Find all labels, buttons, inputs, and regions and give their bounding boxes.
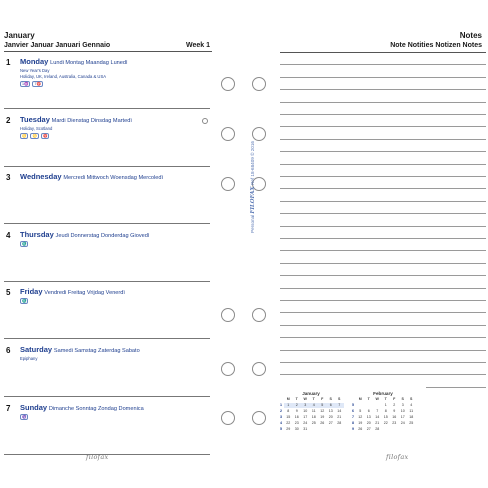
weekday-header: T	[295, 397, 298, 401]
weekday-header: S	[329, 397, 332, 401]
weekday-header: S	[401, 397, 404, 401]
calendar-day-cell[interactable]: 5	[318, 403, 327, 408]
calendar-day-cell[interactable]: 7	[376, 409, 379, 413]
day-name-translations: Vendredi Freitag Vrijdag Venerdì	[44, 290, 125, 297]
note-line[interactable]	[426, 387, 486, 388]
day-name-english: Monday	[20, 57, 49, 66]
calendar-day-cell[interactable]: 26	[358, 427, 363, 431]
note-line[interactable]	[280, 102, 486, 103]
holiday-line: Holiday, Scotland	[20, 125, 53, 131]
week-number-cell: 4	[280, 421, 282, 425]
calendar-day-cell[interactable]: 4	[310, 403, 319, 408]
left-page	[0, 0, 214, 488]
weekday-header: F	[321, 397, 324, 401]
calendar-day-cell[interactable]: 2	[393, 403, 396, 407]
calendar-day-cell[interactable]: 24	[303, 421, 308, 425]
calendar-day-cell[interactable]: 15	[383, 415, 388, 419]
holiday-note	[20, 356, 37, 362]
month-translations: Janvier Januar Januari Gennaio	[4, 42, 111, 49]
calendar-day-cell[interactable]: 9	[295, 409, 298, 413]
binder-hole-icon	[221, 308, 235, 322]
calendar-day-cell[interactable]: 28	[337, 421, 342, 425]
calendar-day-cell[interactable]: 31	[303, 427, 308, 431]
day-name	[20, 115, 132, 124]
binder-hole-icon	[221, 411, 235, 425]
zodiac-badge: ♑	[22, 414, 27, 419]
weekday-header: T	[384, 397, 387, 401]
calendar-day-cell[interactable]: 17	[400, 415, 405, 419]
calendar-day-cell[interactable]: 26	[320, 421, 325, 425]
binder-hole-icon	[221, 77, 235, 91]
calendar-day-cell[interactable]: 7	[335, 403, 344, 408]
mini-calendar-grid	[278, 397, 344, 432]
calendar-day-cell[interactable]	[390, 427, 399, 432]
day-block[interactable]	[0, 52, 212, 109]
weekday-header: M	[358, 397, 362, 401]
holiday-line: Epiphany	[20, 356, 38, 361]
weekday-header: T	[312, 397, 315, 401]
day-number: 3	[6, 173, 11, 183]
note-line[interactable]	[280, 337, 486, 338]
zodiac-badge: ♋	[22, 133, 27, 138]
calendar-day-cell[interactable]: 22	[286, 421, 291, 425]
calendar-day-cell[interactable]: 1	[384, 403, 387, 407]
mini-calendar-title: February	[373, 391, 393, 396]
day-name-translations: Lundi Montag Maandag Lunedì	[50, 60, 128, 66]
note-line[interactable]	[280, 312, 486, 313]
filofax-logo-left: filofax	[86, 453, 109, 461]
calendar-day-cell[interactable]: 20	[366, 421, 371, 425]
calendar-day-cell[interactable]: 9	[393, 409, 396, 413]
day-block[interactable]	[0, 225, 212, 282]
week-number-cell: 3	[280, 415, 282, 419]
binder-hole-icon	[252, 411, 266, 425]
mini-calendar-january	[278, 391, 344, 432]
calendar-day-cell[interactable]	[310, 427, 319, 432]
weekday-header: W	[375, 397, 379, 401]
calendar-day-cell[interactable]	[318, 427, 327, 432]
imprint-ref: Personal	[250, 214, 255, 233]
calendar-day-cell[interactable]: 28	[375, 427, 380, 431]
calendar-day-cell[interactable]: 25	[311, 421, 316, 425]
calendar-day-cell[interactable]: 3	[401, 403, 404, 407]
binder-hole-icon	[221, 362, 235, 376]
week-number-cell: 7	[352, 415, 354, 419]
week-number-cell: 5	[280, 427, 282, 431]
calendar-day-cell[interactable]: 18	[311, 415, 316, 419]
filofax-logo-right: filofax	[386, 453, 409, 461]
calendar-day-cell[interactable]: 10	[400, 409, 405, 413]
zodiac-badge: ♈	[42, 133, 48, 138]
calendar-day-cell[interactable]	[335, 427, 344, 432]
day-name	[20, 57, 128, 66]
calendar-day-cell[interactable]: 16	[294, 415, 299, 419]
calendar-day-cell[interactable]: 22	[383, 421, 388, 425]
note-line[interactable]	[280, 263, 486, 264]
calendar-day-cell[interactable]: 13	[366, 415, 371, 419]
day-name	[20, 172, 163, 181]
holiday-note	[20, 68, 106, 80]
day-name	[20, 230, 149, 239]
day-number: 6	[6, 346, 11, 355]
mini-calendar-title: January	[302, 391, 320, 396]
day-block[interactable]	[0, 167, 212, 224]
calendar-day-cell[interactable]: 30	[294, 427, 299, 431]
calendar-day-cell[interactable]: 21	[337, 415, 342, 419]
note-line[interactable]	[280, 213, 486, 214]
note-line[interactable]	[280, 238, 486, 239]
binder-hole-icon	[252, 127, 266, 141]
day-name-english: Friday	[20, 287, 43, 297]
calendar-day-cell[interactable]: 10	[303, 409, 308, 413]
week-number-cell: 2	[280, 409, 282, 413]
calendar-day-cell[interactable]: 23	[392, 421, 397, 425]
week-number-cell: 5	[352, 403, 354, 407]
moon-zodiac-badges	[20, 81, 43, 87]
moon-zodiac-badges	[20, 414, 28, 420]
calendar-day-cell[interactable]	[373, 403, 382, 408]
note-line[interactable]	[280, 362, 486, 363]
zodiac-badge: ♏	[22, 241, 27, 246]
note-line[interactable]	[280, 250, 486, 251]
note-line[interactable]	[280, 52, 486, 53]
day-name-english: Sunday	[20, 402, 48, 412]
weekday-header: M	[286, 397, 290, 401]
calendar-day-cell[interactable]: 16	[392, 415, 397, 419]
calendar-day-cell[interactable]: 23	[294, 421, 299, 425]
zodiac-badge: 7♈	[34, 82, 41, 86]
calendar-day-cell[interactable]: 12	[358, 415, 363, 419]
note-line[interactable]	[280, 325, 486, 326]
holiday-line: New Year's Day	[20, 68, 50, 73]
day-name	[20, 287, 125, 296]
note-line[interactable]	[280, 226, 486, 227]
note-line[interactable]	[280, 164, 486, 165]
day-name-english: Thursday	[20, 229, 54, 239]
week-number-cell: 9	[352, 427, 354, 431]
day-block[interactable]	[0, 110, 212, 167]
day-block[interactable]	[0, 282, 212, 339]
notes-translations: Note Notities Notizen Notes	[390, 42, 482, 49]
calendar-day-cell[interactable]: 4	[410, 403, 413, 407]
mini-calendar-february	[350, 391, 416, 432]
day-number: 4	[6, 230, 11, 240]
week-number-cell: 6	[352, 409, 354, 413]
right-page	[276, 0, 486, 488]
day-number: 5	[6, 288, 11, 298]
weekday-header: W	[303, 397, 307, 401]
calendar-day-cell[interactable]	[365, 403, 374, 408]
binder-hole-icon	[252, 308, 266, 322]
day-name-english: Saturday	[20, 345, 53, 354]
binder-hole-icon	[252, 77, 266, 91]
note-line[interactable]	[280, 89, 486, 90]
calendar-day-cell[interactable]: 19	[320, 415, 325, 419]
calendar-day-cell[interactable]	[399, 427, 408, 432]
day-number: 2	[6, 115, 11, 125]
calendar-day-cell[interactable]: 1	[284, 403, 293, 408]
calendar-day-cell[interactable]: 6	[327, 403, 336, 408]
notes-title: Notes	[459, 31, 482, 40]
calendar-day-cell[interactable]	[382, 427, 391, 432]
zodiac-badge: 1♒	[22, 82, 29, 86]
note-line[interactable]	[280, 77, 486, 78]
mini-calendar-grid	[350, 397, 416, 432]
imprint-year: © 2016	[250, 141, 255, 156]
binder-hole-icon	[221, 127, 235, 141]
calendar-day-cell[interactable]: 18	[409, 415, 414, 419]
calendar-day-cell[interactable]: 8	[287, 409, 290, 413]
note-line[interactable]	[280, 275, 486, 276]
calendar-day-cell[interactable]: 20	[328, 415, 333, 419]
week-number: Week 1	[186, 42, 210, 49]
day-name-translations: Dimanche Sonntag Zondag Domenica	[48, 405, 144, 412]
note-line[interactable]	[280, 188, 486, 189]
note-line[interactable]	[280, 350, 486, 351]
calendar-day-cell[interactable]: 6	[367, 409, 370, 413]
calendar-day-cell[interactable]: 27	[328, 421, 333, 425]
note-line[interactable]	[280, 64, 486, 65]
week-number-cell: 1	[280, 403, 282, 407]
binder-hole-icon	[252, 362, 266, 376]
week-number-cell: 8	[352, 421, 354, 425]
calendar-day-cell[interactable]	[327, 427, 336, 432]
imprint-brand: FILOFAX	[250, 186, 256, 214]
calendar-day-cell[interactable]: 3	[301, 403, 310, 408]
note-line[interactable]	[280, 201, 486, 202]
calendar-day-cell[interactable]: 8	[384, 409, 387, 413]
calendar-day-cell[interactable]: 5	[359, 409, 362, 413]
day-name-translations: Mardi Dienstag Dinsdag Martedì	[51, 117, 132, 124]
note-line[interactable]	[280, 288, 486, 289]
calendar-day-cell[interactable]: 2	[293, 403, 302, 408]
calendar-day-cell[interactable]: 11	[409, 409, 414, 413]
day-name	[20, 345, 140, 354]
day-name-translations: Mercredi Mittwoch Woensdag Mercoledì	[63, 175, 164, 182]
note-line[interactable]	[280, 139, 486, 140]
note-line[interactable]	[280, 151, 486, 152]
holiday-line: Holiday, UK, Ireland, Australia, Canada & USA	[20, 74, 107, 79]
calendar-day-cell[interactable]: 15	[286, 415, 291, 419]
moon-phase-icon	[202, 118, 208, 124]
calendar-day-cell[interactable]: 17	[303, 415, 308, 419]
calendar-day-cell[interactable]	[356, 403, 365, 408]
page-imprint	[250, 141, 256, 233]
zodiac-badge: ♏	[22, 299, 27, 304]
moon-zodiac-badges	[20, 298, 28, 304]
calendar-day-cell[interactable]: 11	[311, 409, 316, 413]
calendar-day-cell[interactable]: 14	[337, 409, 342, 413]
calendar-day-cell[interactable]: 24	[400, 421, 405, 425]
zodiac-badge: ♋	[32, 133, 37, 138]
holiday-note	[20, 126, 52, 132]
month-title: January	[4, 31, 35, 40]
day-block[interactable]	[0, 398, 212, 455]
calendar-day-cell[interactable]: 19	[358, 421, 363, 425]
day-number: 7	[6, 403, 11, 413]
day-name-english: Wednesday	[20, 172, 62, 182]
weekday-header: S	[338, 397, 341, 401]
note-line[interactable]	[280, 114, 486, 115]
weekday-header: F	[393, 397, 396, 401]
day-name-translations: Jeudi Donnerstag Donderdag Giovedì	[55, 232, 150, 239]
calendar-day-cell[interactable]: 27	[366, 427, 371, 431]
imprint-code: Ref 18-68409	[250, 157, 255, 186]
day-number: 1	[6, 58, 11, 67]
calendar-day-cell[interactable]	[407, 427, 416, 432]
weekday-header: S	[410, 397, 413, 401]
binder-hole-icon	[221, 177, 235, 191]
calendar-day-cell[interactable]: 29	[286, 427, 291, 431]
day-name-english: Tuesday	[20, 114, 50, 124]
note-line[interactable]	[280, 374, 486, 375]
calendar-day-cell[interactable]: 12	[320, 409, 325, 413]
day-name	[20, 403, 144, 412]
weekday-header: T	[367, 397, 370, 401]
day-block[interactable]	[0, 340, 212, 397]
note-line[interactable]	[280, 126, 486, 127]
calendar-day-cell[interactable]: 25	[409, 421, 414, 425]
calendar-day-cell[interactable]: 21	[375, 421, 380, 425]
calendar-day-cell[interactable]: 13	[328, 409, 333, 413]
moon-zodiac-badges	[20, 133, 49, 139]
day-name-translations: Samedi Samstag Zaterdag Sabato	[53, 348, 140, 354]
calendar-day-cell[interactable]: 14	[375, 415, 380, 419]
note-line[interactable]	[280, 176, 486, 177]
note-line[interactable]	[280, 300, 486, 301]
moon-zodiac-badges	[20, 241, 28, 247]
